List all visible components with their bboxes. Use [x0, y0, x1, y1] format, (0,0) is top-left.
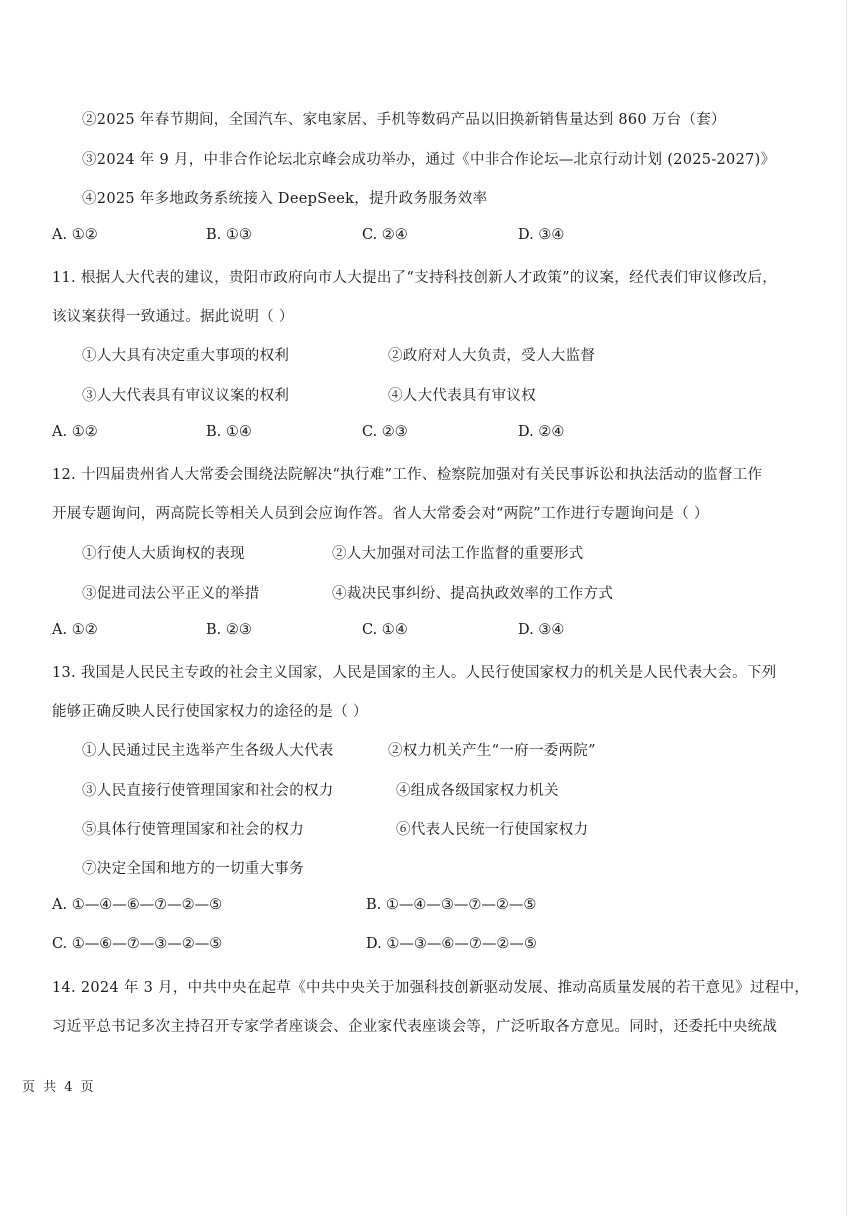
- q13-option-b: B. ①—④—③—⑦—②—⑤: [366, 897, 537, 913]
- q11-item-1: ①人大具有决定重大事项的权利: [82, 348, 290, 364]
- q11-option-d: D. ②④: [518, 424, 565, 440]
- q10-item-4: ④2025 年多地政务系统接入 DeepSeek，提升政务服务效率: [82, 191, 488, 207]
- q12-option-d: D. ③④: [518, 622, 565, 638]
- q13-item-3: ③人民直接行使管理国家和社会的权力: [82, 783, 334, 799]
- q13-item-5: ⑤具体行使管理国家和社会的权力: [82, 822, 304, 838]
- q11-option-a: A. ①②: [52, 424, 98, 440]
- q13-stem-line-2: 能够正确反映人民行使国家权力的途径的是（ ）: [52, 704, 368, 720]
- q13-stem-line-1: 13. 我国是人民民主专政的社会主义国家，人民是国家的主人。人民行使国家权力的机关是人民代表大会。下列: [52, 665, 777, 681]
- q11-item-3: ③人大代表具有审议议案的权利: [82, 388, 290, 404]
- q11-option-c: C. ②③: [362, 424, 408, 440]
- page-footer: 页 共 4 页: [22, 1080, 96, 1095]
- q12-item-4: ④裁决民事纠纷、提高执政效率的工作方式: [332, 586, 614, 602]
- q10-item-2: ②2025 年春节期间，全国汽车、家电家居、手机等数码产品以旧换新销售量达到 860 万台（套）: [82, 112, 726, 128]
- q10-option-b: B. ①③: [206, 227, 252, 243]
- q11-item-2: ②政府对人大负责，受人大监督: [388, 348, 596, 364]
- q13-item-7: ⑦决定全国和地方的一切重大事务: [82, 861, 304, 877]
- q14-stem-line-2: 习近平总书记多次主持召开专家学者座谈会、企业家代表座谈会等，广泛听取各方意见。同时，还委托中央统战: [52, 1019, 778, 1035]
- q12-option-a: A. ①②: [52, 622, 98, 638]
- q11-option-b: B. ①④: [206, 424, 252, 440]
- q13-option-a: A. ①—④—⑥—⑦—②—⑤: [52, 897, 223, 913]
- q13-item-6: ⑥代表人民统一行使国家权力: [396, 822, 589, 838]
- scan-edge: [846, 0, 847, 1216]
- q10-option-d: D. ③④: [518, 227, 565, 243]
- q12-stem-line-1: 12. 十四届贵州省人大常委会围绕法院解决“执行难”工作、检察院加强对有关民事诉讼和执法活动的监督工作: [52, 467, 763, 483]
- q13-option-d: D. ①—③—⑥—⑦—②—⑤: [366, 936, 537, 952]
- q12-stem-line-2: 开展专题询问，两高院长等相关人员到会应询作答。省人大常委会对“两院”工作进行专题询问是（ ）: [52, 506, 709, 522]
- q12-item-2: ②人大加强对司法工作监督的重要形式: [332, 546, 584, 562]
- q12-option-b: B. ②③: [206, 622, 252, 638]
- q12-option-c: C. ①④: [362, 622, 408, 638]
- q10-item-3: ③2024 年 9 月，中非合作论坛北京峰会成功举办，通过《中非合作论坛—北京行动计划 (2025-2027)》: [82, 152, 776, 168]
- q10-option-c: C. ②④: [362, 227, 408, 243]
- q10-option-a: A. ①②: [52, 227, 98, 243]
- q13-item-1: ①人民通过民主选举产生各级人大代表: [82, 743, 334, 759]
- q11-item-4: ④人大代表具有审议权: [388, 388, 536, 404]
- q13-item-4: ④组成各级国家权力机关: [396, 783, 559, 799]
- q13-option-c: C. ①—⑥—⑦—③—②—⑤: [52, 936, 223, 952]
- q12-item-1: ①行使人大质询权的表现: [82, 546, 245, 562]
- q11-stem-line-1: 11. 根据人大代表的建议，贵阳市政府向市人大提出了“支持科技创新人才政策”的议案，经代表们审议修改后，: [52, 270, 778, 286]
- q14-stem-line-1: 14. 2024 年 3 月，中共中央在起草《中共中央关于加强科技创新驱动发展、推动高质量发展的若干意见》过程中，: [52, 980, 810, 996]
- q12-item-3: ③促进司法公平正义的举措: [82, 586, 260, 602]
- q13-item-2: ②权力机关产生“一府一委两院”: [388, 743, 596, 759]
- q11-stem-line-2: 该议案获得一致通过。据此说明（ ）: [52, 309, 294, 325]
